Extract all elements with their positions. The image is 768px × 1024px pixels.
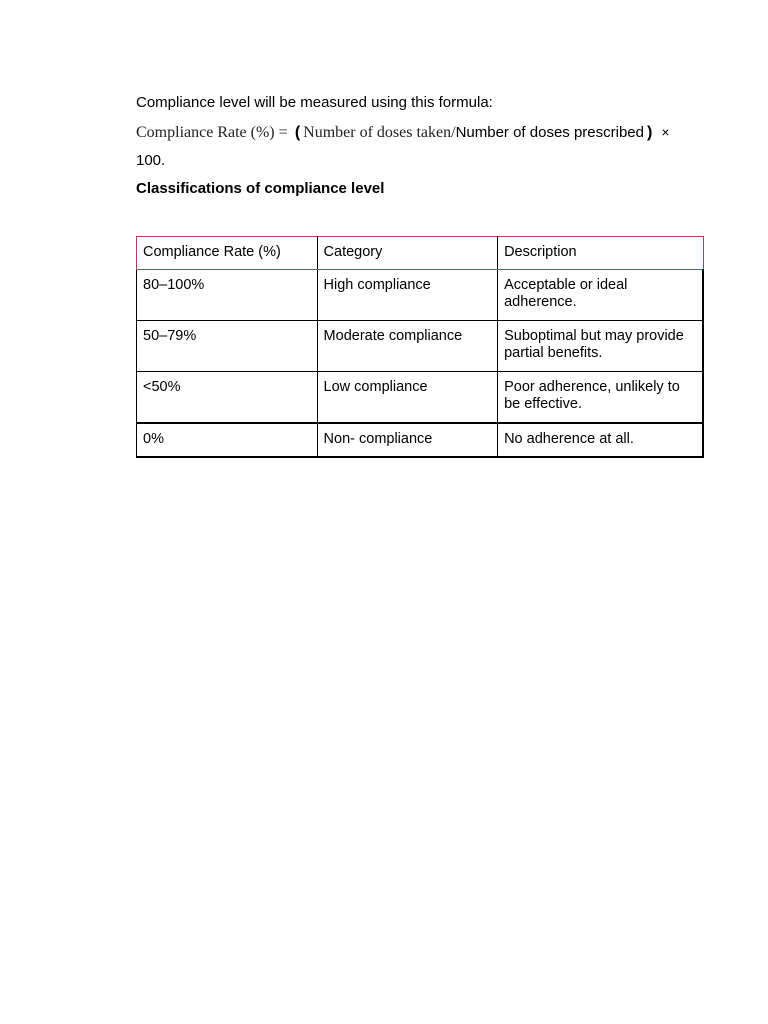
header-cell: Compliance Rate (%) bbox=[137, 237, 318, 270]
table-row bbox=[137, 269, 704, 320]
formula-slash: / bbox=[451, 124, 456, 141]
table-row bbox=[137, 320, 704, 371]
table-cell: 0% bbox=[137, 423, 318, 458]
table-cell: Acceptable or ideal adherence. bbox=[498, 269, 703, 320]
table-cell: Suboptimal but may provide partial benefits. bbox=[498, 320, 703, 371]
table-cell: Poor adherence, unlikely to be effective. bbox=[498, 371, 703, 423]
table-row bbox=[137, 423, 704, 458]
formula-times: × bbox=[661, 124, 670, 140]
table-row bbox=[137, 371, 704, 423]
formula-close-paren: ) bbox=[647, 124, 653, 141]
table-cell: Non- compliance bbox=[317, 423, 498, 458]
compliance-table bbox=[136, 236, 704, 458]
formula-line bbox=[136, 123, 670, 142]
formula-multiplier: 100. bbox=[136, 152, 166, 169]
table-cell: 50–79% bbox=[137, 320, 318, 371]
intro-text: Compliance level will be measured using this formula: bbox=[136, 94, 493, 111]
header-cell: Description bbox=[498, 237, 703, 270]
header-cell: Category bbox=[317, 237, 498, 270]
formula-open-paren: ( bbox=[294, 124, 301, 141]
formula-prefix: Compliance Rate (%) = bbox=[136, 124, 288, 141]
formula-denominator: Number of doses prescribed bbox=[455, 124, 644, 141]
table-cell: Low compliance bbox=[317, 371, 498, 423]
table-cell: <50% bbox=[137, 371, 318, 423]
section-heading: Classifications of compliance level bbox=[136, 180, 385, 197]
table-cell: Moderate compliance bbox=[317, 320, 498, 371]
table-cell: No adherence at all. bbox=[498, 423, 703, 458]
formula-numerator: Number of doses taken bbox=[303, 124, 452, 141]
table-cell: High compliance bbox=[317, 269, 498, 320]
table-cell: 80–100% bbox=[137, 269, 318, 320]
table-header-row bbox=[137, 237, 704, 270]
